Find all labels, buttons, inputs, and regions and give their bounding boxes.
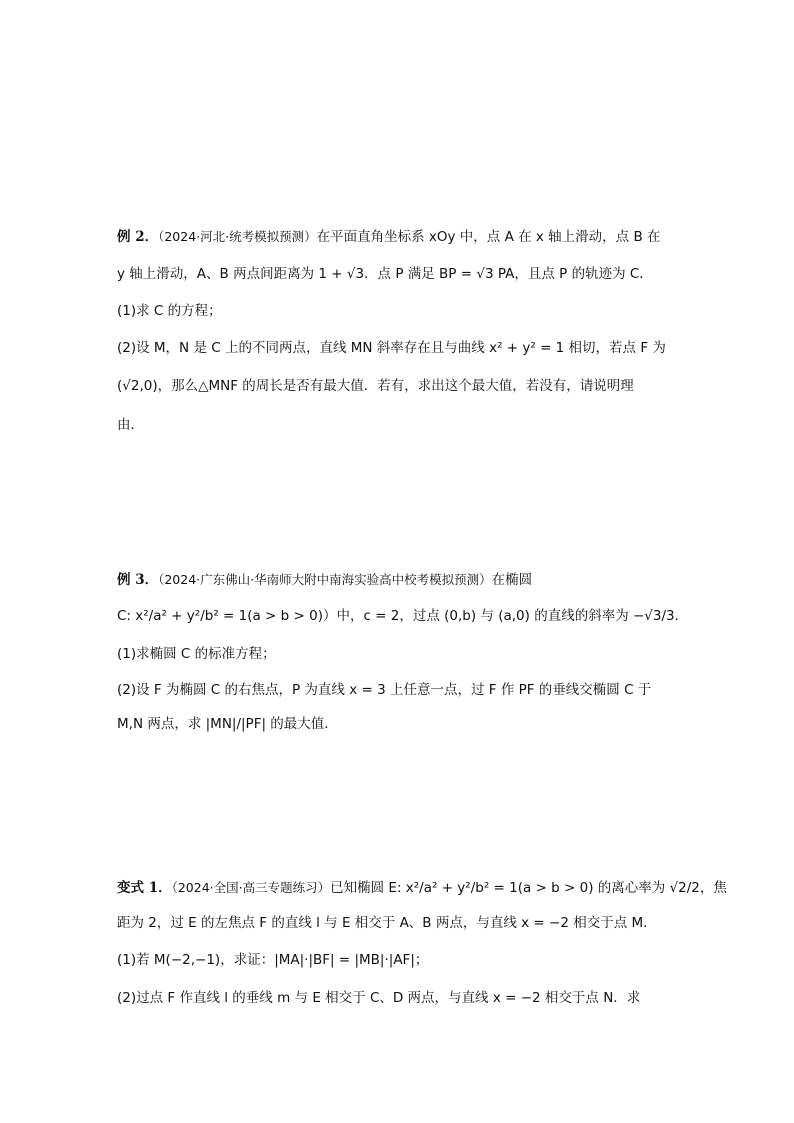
variation-1-text-line-1: 已知椭圆 E: x²/a² + y²/b² = 1(a > b > 0) 的离心率为 √2/2，焦 — [330, 880, 727, 896]
example-2-label: 例 2． — [117, 229, 159, 245]
variation-1-line-1 — [117, 879, 727, 897]
example-2-question-2-line-3: 由． — [117, 417, 144, 433]
example-3-line-2: C: x²/a² + y²/b² = 1(a > b > 0)）中，c = 2，过点 (0,b) 与 (a,0) 的直线的斜率为 −√3/3． — [117, 608, 689, 624]
example-2-question-2-line-2: (√2,0)，那么△MNF 的周长是否有最大值．若有，求出这个最大值，若没有，请说明理 — [117, 378, 634, 394]
example-3-question-2-line-1: (2)设 F 为椭圆 C 的右焦点，P 为直线 x = 3 上任意一点，过 F 作 PF 的垂线交椭圆 C 于 — [117, 682, 652, 698]
example-2-question-2-line-1: (2)设 M，N 是 C 上的不同两点，直线 MN 斜率存在且与曲线 x² + y² = 1 相切，若点 F 为 — [117, 340, 666, 356]
example-2-line-2: y 轴上滑动，A、B 两点间距离为 1 + √3．点 P 满足 BP = √3 PA，且点 P 的轨迹为 C． — [117, 266, 653, 282]
variation-1-source: （2024·全国·高三专题练习） — [171, 880, 331, 895]
example-2-source: （2024·河北·统考模拟预测） — [158, 229, 317, 244]
variation-1-question-2: (2)过点 F 作直线 l 的垂线 m 与 E 相交于 C、D 两点，与直线 x = −2 相交于点 N．求 — [117, 990, 641, 1006]
variation-1-question-1: (1)若 M(−2,−1)，求证：|MA|·|BF| = |MB|·|AF|； — [117, 952, 429, 968]
example-3-text-line-1: 在椭圆 — [491, 572, 533, 588]
example-3-question-1: (1)求椭圆 C 的标准方程； — [117, 646, 276, 662]
example-3-source: （2024·广东佛山·华南师大附中南海实验高中校考模拟预测） — [158, 572, 492, 587]
example-3-label: 例 3． — [117, 572, 159, 588]
example-2-text-line-1: 在平面直角坐标系 xOy 中，点 A 在 x 轴上滑动，点 B 在 — [316, 229, 661, 245]
example-3-line-1 — [117, 571, 532, 589]
variation-1-line-2: 距为 2，过 E 的左焦点 F 的直线 l 与 E 相交于 A、B 两点，与直线 x = −2 相交于点 M． — [117, 915, 657, 931]
example-2-line-1 — [117, 228, 661, 246]
variation-1-label: 变式 1． — [117, 880, 172, 896]
example-3-question-2-line-2: M,N 两点，求 |MN|/|PF| 的最大值． — [117, 716, 338, 732]
example-2-question-1: (1)求 C 的方程； — [117, 303, 222, 319]
